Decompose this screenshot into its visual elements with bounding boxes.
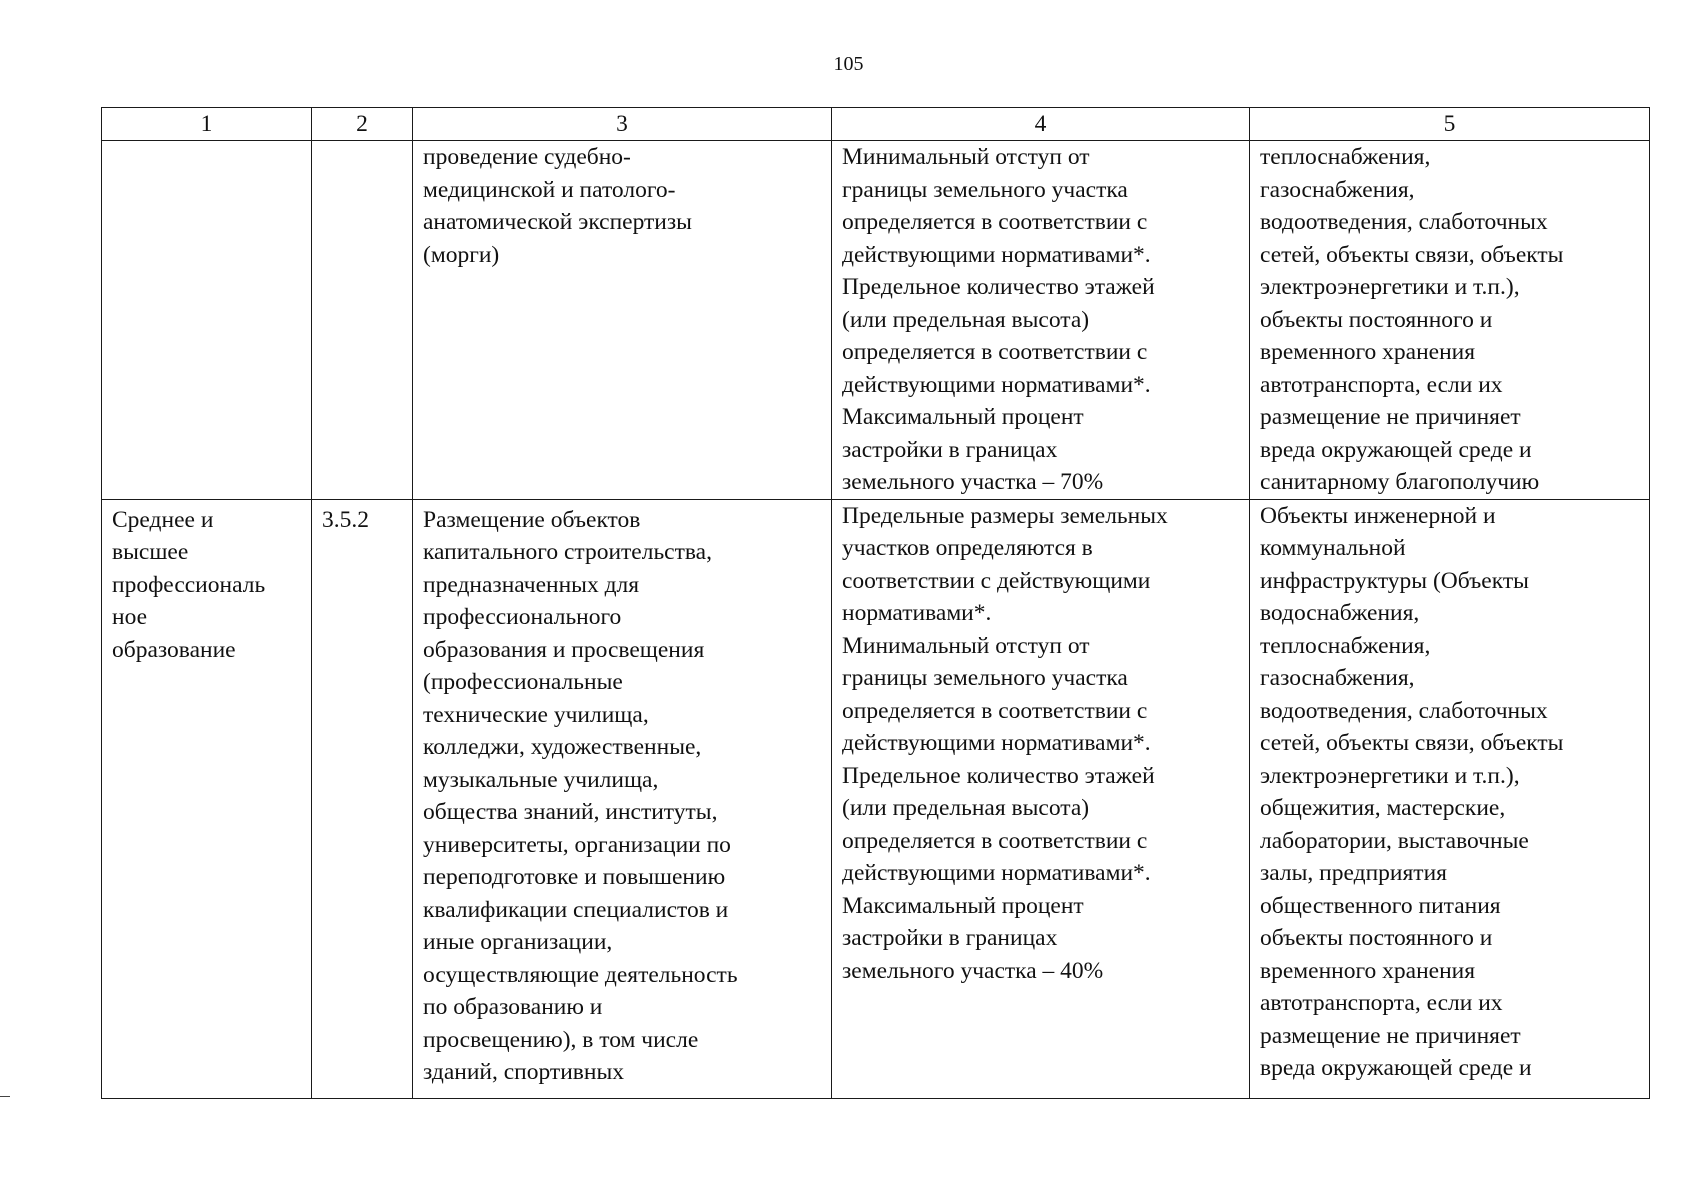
table-header-row: [102, 108, 1650, 141]
parameters-text: Минимальный отступ от границы земельного участка определяется в соответствии с действующими нормативами*. Предельное количество этажей (или предельная высота) определяется в соответствии с действующими нормативами*. Максимальный процент застройки в границах земельного участка – 70%: [842, 144, 1155, 495]
cell-use-description: [413, 141, 832, 500]
cell-auxiliary-uses: [1250, 141, 1650, 500]
scan-margin-mark: [0, 1096, 10, 1097]
page-number: 105: [833, 53, 864, 75]
use-description-text: проведение судебно- медицинской и патолого- анатомической экспертизы (морги): [423, 144, 692, 268]
parameters-text: Предельные размеры земельных участков определяются в соответствии с действующими нормативами*. Минимальный отступ от границы земельного участка определяется в соответствии с действующими нормативами*. Предельное количество этажей (или предельная высота) определяется в соответствии с действующими нормативами*. Максимальный процент застройки в границах земельного участка – 40%: [842, 502, 1168, 984]
use-description-text: Размещение объектов капитального строительства, предназначенных для профессионального образования и просвещения (профессиональные технические училища, колледжи, художественные, музыкальные училища, общества знаний, институты, университеты, организации по переподготовке и повышению квалификации специалистов и иные организации, осуществляющие деятельность по образованию и просвещению), в том числе зданий, спортивных: [423, 506, 738, 1085]
column-header-5: 5: [1250, 108, 1650, 141]
column-header-2: 2: [312, 108, 413, 141]
cell-use-name: [102, 141, 312, 500]
use-name-text: Среднее и высшее профессиональ ное образование: [112, 506, 266, 663]
column-header-4: 4: [832, 108, 1250, 141]
cell-use-description: [413, 499, 832, 1098]
cell-use-code: [312, 141, 413, 500]
cell-parameters: [832, 141, 1250, 500]
cell-use-code: [312, 499, 413, 1098]
zoning-table: [101, 107, 1650, 1099]
table-row: [102, 141, 1650, 500]
column-header-1: 1: [102, 108, 312, 141]
cell-use-name: [102, 499, 312, 1098]
cell-auxiliary-uses: [1250, 499, 1650, 1098]
use-code-text: 3.5.2: [322, 506, 369, 533]
auxiliary-uses-text: теплоснабжения, газоснабжения, водоотведения, слаботочных сетей, объекты связи, объекты электроэнергетики и т.п.), объекты постоянного и временного хранения автотранспорта, если их размещение не причиняет вреда окружающей среде и санитарному благополучию: [1260, 144, 1564, 495]
auxiliary-uses-text: Объекты инженерной и коммунальной инфраструктуры (Объекты водоснабжения, теплоснабжения, газоснабжения, водоотведения, слаботочных сетей, объекты связи, объекты электроэнергетики и т.п.), общежития, мастерские, лаборатории, выставочные залы, предприятия общественного питания объекты постоянного и временного хранения автотранспорта, если их размещение не причиняет вреда окружающей среде и: [1260, 502, 1564, 1081]
column-header-3: 3: [413, 108, 832, 141]
cell-parameters: [832, 499, 1250, 1098]
table-row: [102, 499, 1650, 1098]
